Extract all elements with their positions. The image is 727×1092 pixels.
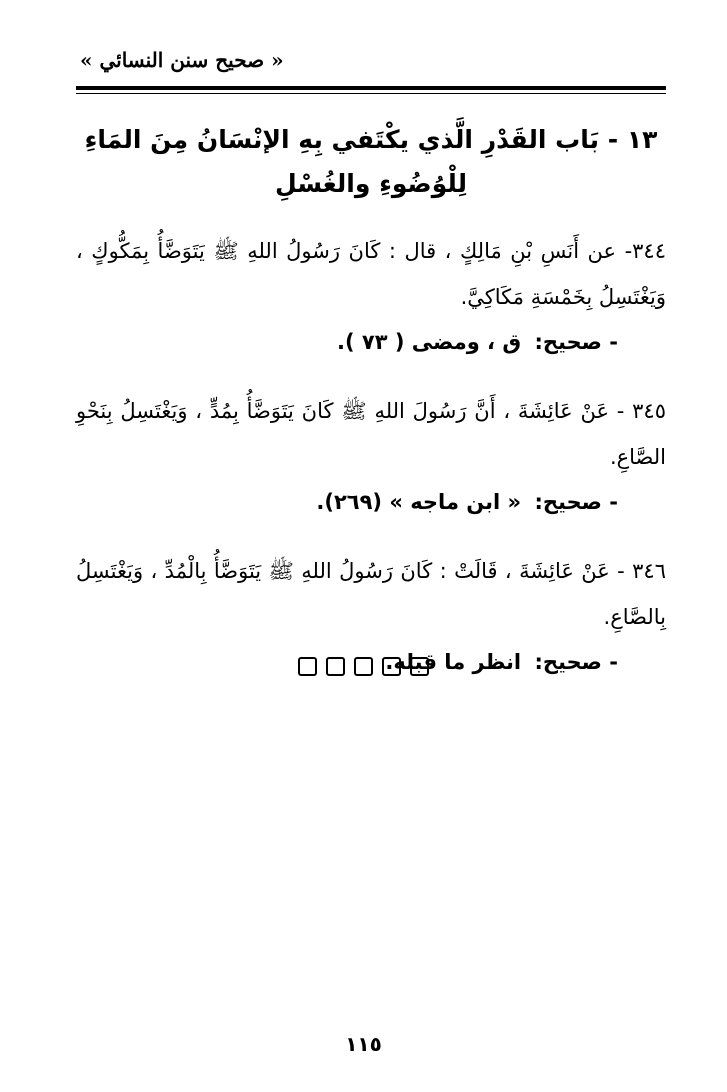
grade-label: - صحيح: (534, 650, 618, 674)
header-rule-thin (76, 93, 666, 94)
page-number: ١١٥ (345, 1032, 382, 1056)
hadith-346: ٣٤٦ - عَنْ عَائِشَةَ ، قَالَتْ : كَانَ رَسُولُ اللهِ ﷺ يَتَوَضَّأُ بِالْمُدِّ ، وَيَغْتَسِلُ بِالصَّاعِ. (76, 559, 666, 629)
chapter-heading: ١٣ - بَاب القَدْرِ الَّذي يكْتَفي بِهِ الإنْسَانُ مِنَ المَاءِ لِلْوُضُوءِ والغُسْلِ (84, 125, 658, 198)
separator-box (410, 657, 429, 676)
grade-text: انظر ما قبله. (385, 650, 522, 674)
separator-box (298, 657, 317, 676)
grade-text: ق ، ومضى ( ٧٣ ). (337, 330, 522, 354)
header-rule-thick (76, 86, 666, 90)
page-body (76, 118, 666, 708)
grade-text: « ابن ماجه » (٢٦٩). (316, 490, 522, 514)
separator-box (326, 657, 345, 676)
hadith-345: ٣٤٥ - عَنْ عَائِشَةَ ، أَنَّ رَسُولَ اللهِ ﷺ كَانَ يَتَوَضَّأُ بِمُدٍّ ، وَيَغْتَسِلُ بِنَحْوِ الصَّاعِ. (76, 399, 666, 469)
separator-box (382, 657, 401, 676)
hadith-344-grade (76, 320, 666, 364)
running-header-title: « صحيح سنن النسائي » (80, 48, 284, 72)
grade-label: - صحيح: (534, 330, 618, 354)
section-separator (0, 656, 727, 676)
separator-box (354, 657, 373, 676)
hadith-345-grade (76, 480, 666, 524)
hadith-344: ٣٤٤- عن أَنَسِ بْنِ مَالِكٍ ، قال : كَانَ رَسُولُ اللهِ ﷺ يَتَوَضَّأُ بِمَكُّوكٍ ، وَيَغْتَسِلُ بِخَمْسَةِ مَكَاكِيَّ. (76, 239, 666, 309)
grade-label: - صحيح: (534, 490, 618, 514)
